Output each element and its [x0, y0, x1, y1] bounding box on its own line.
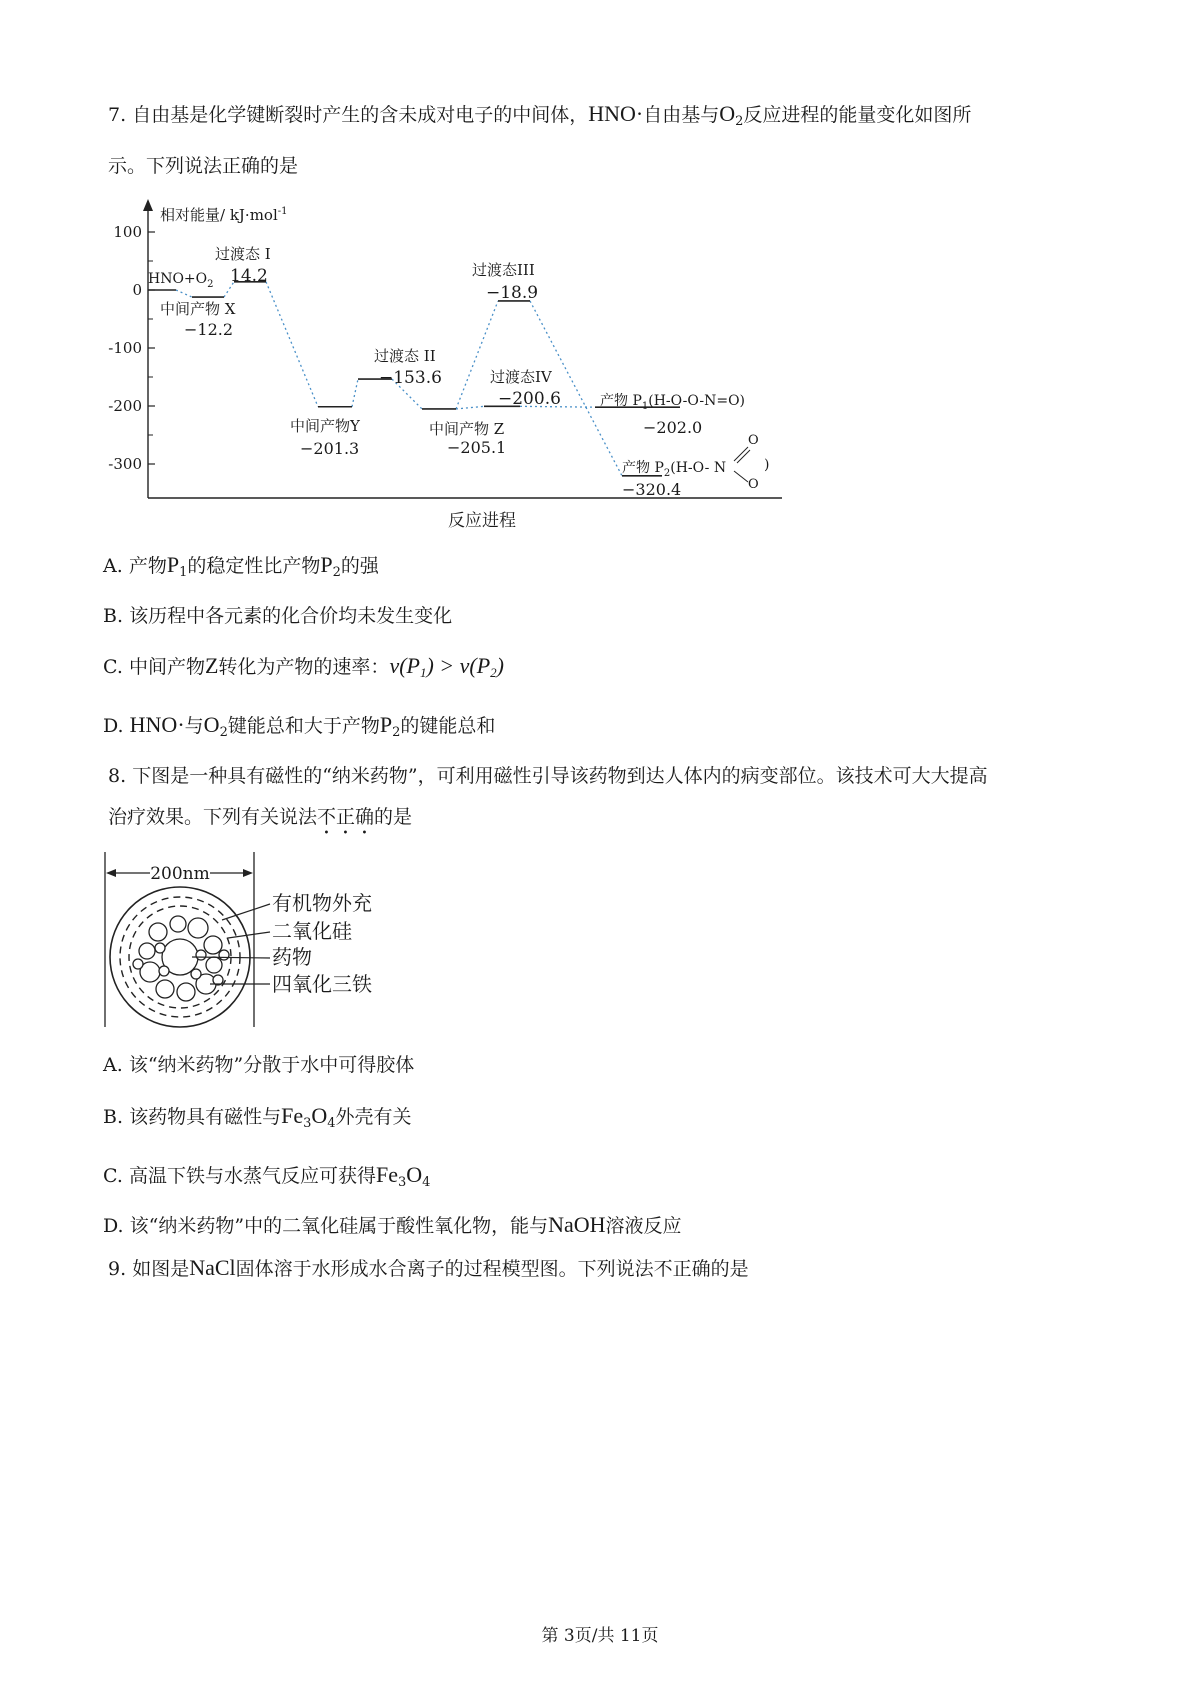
state-name-ts3: 过渡态III: [472, 261, 535, 279]
q8-option-b[interactable]: B. 该药物具有磁性与$Fe_3O_4$外壳有关: [103, 1103, 412, 1131]
q8-stem-line2: 治疗效果。下列有关说法不正确的是: [108, 806, 413, 828]
y-tick-label: -300: [108, 455, 142, 473]
label-organic: 有机物外充: [272, 891, 372, 915]
state-value-ts3: −18.9: [486, 283, 539, 303]
particle-cluster: [133, 916, 229, 1001]
q7-option-a[interactable]: A. 产物$P_1$的稳定性比产物$P_2$的强: [103, 552, 379, 580]
state-name-ts2: 过渡态 II: [374, 347, 436, 365]
q7-stem-line2: 示。下列说法正确的是: [108, 155, 299, 177]
p2-close-paren: ): [764, 457, 770, 473]
state-value-ts1: 14.2: [230, 266, 268, 286]
q8-option-c[interactable]: C. 高温下铁与水蒸气反应可获得$Fe_3O_4$: [103, 1162, 431, 1190]
reaction-path: [456, 406, 484, 409]
arrow-right-icon: [243, 869, 253, 877]
y-axis-label: 相对能量/ kJ·mol$^{-1}$: [160, 206, 288, 224]
state-value-p2: −320.4: [622, 480, 682, 499]
size-label: 200nm: [150, 864, 210, 884]
state-name-ts4: 过渡态IV: [490, 368, 552, 386]
y-tick-label: 100: [113, 223, 142, 241]
label-iron-oxide: 四氧化三铁: [272, 972, 372, 996]
p2-oxygen-top: O: [748, 433, 759, 448]
nano-drug-diagram: [100, 852, 400, 1032]
q7-option-c[interactable]: C. 中间产物Z转化为产物的速率：$v(P_1) > v(P_2)$: [103, 653, 504, 680]
q7-stem-line1: 7. 自由基是化学键断裂时产生的含未成对电子的中间体，HNO·自由基与$O_2$反应进程的能量变化如图所: [108, 101, 972, 129]
x-axis-label: 反应进程: [448, 511, 516, 531]
q9-stem: 9. 如图是NaCl固体溶于水形成水合离子的过程模型图。下列说法不正确的是: [108, 1255, 749, 1280]
state-name-p1: 产物 $P_1(H-O-O-N=O)$: [600, 393, 746, 412]
bond-line: [734, 471, 748, 482]
state-name-y: 中间产物Y: [290, 417, 360, 435]
q9-number: 9.: [108, 1258, 127, 1280]
state-name-reactants: $HNO+O_2$: [148, 271, 214, 290]
reaction-path: [266, 282, 318, 407]
q8-option-a[interactable]: A. 该“纳米药物”分散于水中可得胶体: [103, 1054, 415, 1076]
label-silica: 二氧化硅: [272, 919, 352, 943]
state-name-x: 中间产物 X: [160, 300, 236, 318]
label-drug: 药物: [272, 945, 312, 969]
q8-stem-line1: 8. 下图是一种具有磁性的“纳米药物”，可利用磁性引导该药物到达人体内的病变部位。该技术可大大提高: [108, 765, 988, 787]
p2-oxygen-bottom: O: [748, 477, 759, 492]
q7-option-d[interactable]: D. HNO·与$O_2$键能总和大于产物$P_2$的键能总和: [103, 712, 496, 740]
q7-option-b[interactable]: B. 该历程中各元素的化合价均未发生变化: [103, 605, 453, 627]
state-name-ts1: 过渡态 I: [215, 245, 271, 263]
reaction-path: [176, 290, 192, 297]
y-tick-label: -200: [108, 397, 142, 415]
y-tick-label: -100: [108, 339, 142, 357]
state-value-ts4: −200.6: [498, 389, 561, 409]
reaction-path: [352, 379, 358, 407]
q8-option-d[interactable]: D. 该“纳米药物”中的二氧化硅属于酸性氧化物，能与NaOH溶液反应: [103, 1212, 682, 1237]
state-name-p2: 产物 $P_2(H-O-$ N: [622, 460, 727, 479]
state-value-z: −205.1: [447, 438, 507, 457]
state-value-p1: −202.0: [643, 418, 703, 437]
q8-number: 8.: [108, 765, 127, 787]
state-value-ts2: −153.6: [379, 368, 442, 388]
arrow-left-icon: [106, 869, 116, 877]
y-tick-label: 0: [132, 281, 142, 299]
page-footer: 第 3页/共 11页: [541, 1626, 659, 1646]
y-axis-arrow: [143, 199, 153, 211]
state-name-z: 中间产物 Z: [429, 420, 505, 438]
energy-profile-chart: [100, 195, 800, 540]
state-value-x: −12.2: [184, 320, 234, 339]
reaction-path: [456, 301, 498, 409]
q7-number: 7.: [108, 104, 127, 126]
state-value-y: −201.3: [300, 439, 360, 458]
